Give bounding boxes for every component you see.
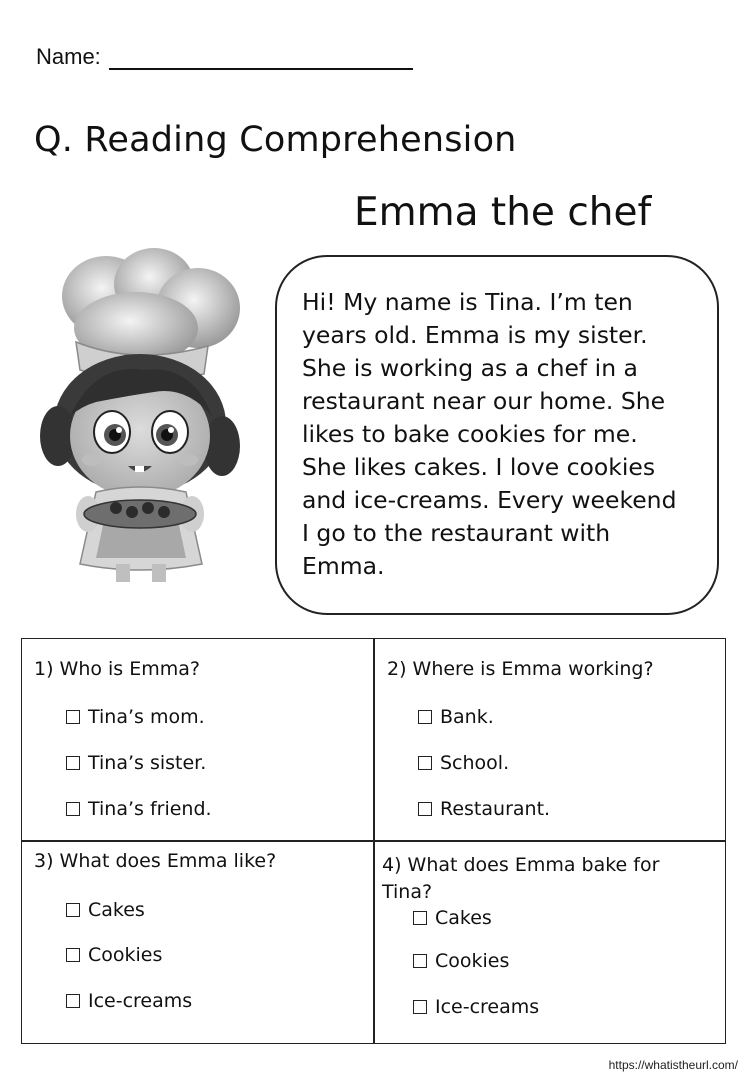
- question-1-option-1[interactable]: [66, 706, 205, 728]
- checkbox[interactable]: [413, 954, 427, 968]
- question-1: [34, 656, 200, 683]
- question-2-option-2[interactable]: [418, 752, 509, 774]
- worksheet-heading: Q. Reading Comprehension: [34, 120, 517, 160]
- checkbox[interactable]: [413, 1000, 427, 1014]
- story-line: years old. Emma is my sister.: [302, 321, 648, 349]
- option-label: Bank.: [440, 706, 494, 728]
- story-line: restaurant near our home. She: [302, 387, 666, 415]
- question-3-label: 3) What does Emma like?: [34, 850, 277, 872]
- option-label: Cakes: [435, 907, 492, 929]
- option-label: Ice-creams: [435, 996, 540, 1018]
- story-text: [302, 286, 702, 583]
- name-field[interactable]: [36, 44, 413, 70]
- question-4-option-1[interactable]: [413, 907, 492, 929]
- option-label: Ice-creams: [88, 990, 193, 1012]
- story-line: Emma.: [302, 552, 385, 580]
- source-url[interactable]: https://whatistheurl.com/: [608, 1058, 738, 1072]
- story-line: I go to the restaurant with: [302, 519, 611, 547]
- option-label: Cookies: [435, 950, 510, 972]
- option-label: Cookies: [88, 944, 163, 966]
- question-3-option-2[interactable]: [66, 944, 162, 966]
- question-3-option-1[interactable]: [66, 899, 145, 921]
- question-4: [382, 852, 659, 906]
- grid-divider-horizontal: [22, 840, 725, 842]
- checkbox[interactable]: [66, 710, 80, 724]
- question-1-label: 1) Who is Emma?: [34, 658, 200, 680]
- story-title: Emma the chef: [354, 190, 652, 235]
- checkbox[interactable]: [413, 911, 427, 925]
- checkbox[interactable]: [418, 756, 432, 770]
- question-1-option-2[interactable]: [66, 752, 206, 774]
- question-4-option-2[interactable]: [413, 950, 509, 972]
- story-line: likes to bake cookies for me.: [302, 420, 638, 448]
- checkbox[interactable]: [418, 802, 432, 816]
- question-2-option-1[interactable]: [418, 706, 494, 728]
- option-label: Tina’s mom.: [88, 706, 205, 728]
- question-2: [387, 656, 654, 683]
- checkbox[interactable]: [66, 903, 80, 917]
- option-label: Tina’s sister.: [88, 752, 207, 774]
- story-line: She likes cakes. I love cookies: [302, 453, 656, 481]
- option-label: Tina’s friend.: [88, 798, 212, 820]
- question-grid: [21, 638, 726, 1044]
- question-1-option-3[interactable]: [66, 798, 212, 820]
- checkbox[interactable]: [66, 994, 80, 1008]
- option-label: Cakes: [88, 899, 145, 921]
- story-line: Hi! My name is Tina. I’m ten: [302, 288, 633, 316]
- name-label: Name:: [36, 44, 101, 69]
- chef-girl-illustration: [36, 246, 252, 586]
- question-3-option-3[interactable]: [66, 990, 192, 1012]
- question-3: [34, 848, 276, 875]
- question-4-option-3[interactable]: [413, 996, 539, 1018]
- question-2-label: 2) Where is Emma working?: [387, 658, 654, 680]
- question-2-option-3[interactable]: [418, 798, 550, 820]
- story-line: She is working as a chef in a: [302, 354, 638, 382]
- name-blank-line[interactable]: [109, 46, 413, 70]
- option-label: Restaurant.: [440, 798, 551, 820]
- question-4-label-line-1: 4) What does Emma bake for: [382, 854, 660, 876]
- checkbox[interactable]: [66, 948, 80, 962]
- question-4-label-line-2: Tina?: [382, 881, 433, 903]
- story-line: and ice-creams. Every weekend: [302, 486, 677, 514]
- checkbox[interactable]: [418, 710, 432, 724]
- checkbox[interactable]: [66, 756, 80, 770]
- checkbox[interactable]: [66, 802, 80, 816]
- option-label: School.: [440, 752, 510, 774]
